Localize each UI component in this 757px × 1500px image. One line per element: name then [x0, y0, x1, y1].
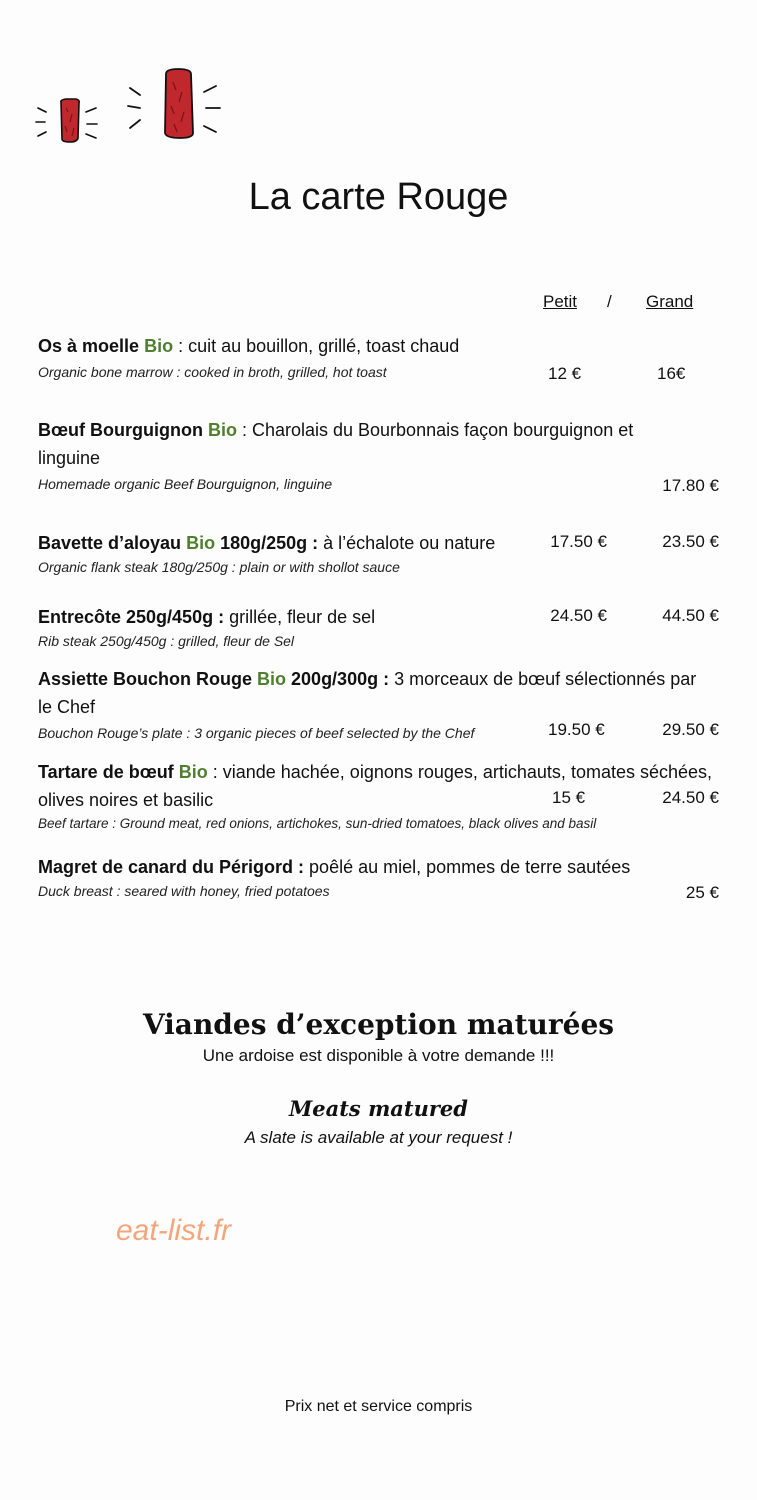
price-large: 25 €	[685, 883, 719, 902]
menu-item-description-fr	[38, 665, 708, 721]
bio-label: Bio	[186, 533, 216, 553]
menu-item-desc: 3 morceaux de bœuf sélectionnés par le Chef	[38, 669, 697, 717]
menu-item	[38, 332, 728, 382]
price-small: 17.50 €	[550, 532, 607, 551]
price-small: 19.50 €	[548, 720, 605, 739]
bio-label: Bio	[178, 762, 208, 782]
footer-note: Prix net et service compris	[284, 1398, 473, 1415]
menu-item-description-en: Rib steak 250g/450g : grilled, fleur de Sel	[38, 633, 295, 649]
bio-label: Bio	[144, 336, 174, 356]
menu-item-description-en: Organic bone marrow : cooked in broth, grilled, hot toast	[38, 364, 387, 380]
menu-item-name: Entrecôte 250g/450g :	[38, 607, 225, 627]
menu-item-name: Tartare de bœuf	[38, 762, 174, 782]
menu-item-description-en: Homemade organic Beef Bourguignon, linguine	[38, 476, 333, 492]
menu-item-description-fr	[38, 758, 718, 814]
page-title: La carte Rouge	[248, 176, 509, 218]
menu-item-description-fr	[38, 416, 678, 472]
bio-label: Bio	[207, 420, 237, 440]
price-small: 12 €	[548, 364, 582, 383]
menu-item-description-fr	[38, 853, 678, 881]
price-large: 23.50 €	[662, 532, 719, 551]
large-cork-icon	[128, 69, 220, 138]
small-cork-icon	[36, 99, 97, 142]
special-section-subtitle-en: A slate is available at your request !	[244, 1128, 513, 1147]
price-large: 29.50 €	[662, 720, 719, 739]
menu-item-description-fr	[38, 332, 728, 360]
menu-item-description-en: Beef tartare : Ground meat, red onions, artichokes, sun-dried tomatoes, black olives and basil	[38, 816, 597, 831]
price-small: 15 €	[552, 788, 586, 807]
menu-item	[38, 603, 538, 651]
menu-item-name: Magret de canard du Périgord :	[38, 857, 305, 877]
bio-label: Bio	[257, 669, 287, 689]
menu-item-desc: poêlé au miel, pommes de terre sautées	[304, 857, 631, 877]
menu-item	[38, 853, 678, 901]
column-header-grand: Grand	[646, 292, 694, 311]
price-large: 17.80 €	[662, 476, 719, 495]
special-section-subtitle: Une ardoise est disponible à votre demande !!!	[202, 1046, 555, 1065]
price-large: 24.50 €	[662, 788, 719, 807]
menu-item	[38, 758, 718, 834]
menu-item-name: Os à moelle	[38, 336, 140, 356]
menu-item-description-fr	[38, 529, 538, 557]
menu-item-name: Bœuf Bourguignon	[38, 420, 203, 440]
menu-item-desc: : viande hachée, oignons rouges, artichauts, tomates séchées, olives noires et basilic	[38, 762, 713, 810]
menu-item-description-en: Duck breast : seared with honey, fried potatoes	[38, 883, 330, 899]
wine-cork-icon	[30, 62, 240, 152]
price-small: 24.50 €	[550, 606, 607, 625]
column-header-separator: /	[607, 292, 612, 311]
menu-item-weight: 200g/300g :	[286, 669, 390, 689]
menu-item-desc: à l’échalote ou nature	[318, 533, 496, 553]
menu-item	[38, 665, 708, 743]
column-header-petit: Petit	[543, 292, 578, 311]
menu-item-desc: : cuit au bouillon, grillé, toast chaud	[173, 336, 460, 356]
menu-item-description-en: Bouchon Rouge’s plate : 3 organic pieces of beef selected by the Chef	[38, 725, 475, 741]
price-large: 44.50 €	[662, 606, 719, 625]
menu-item-name: Bavette d’aloyau	[38, 533, 182, 553]
menu-item-weight: 180g/250g :	[215, 533, 319, 553]
special-section-title-en: Meats matured	[289, 1096, 468, 1121]
menu-item-desc: grillée, fleur de sel	[224, 607, 376, 627]
watermark: eat-list.fr	[116, 1214, 232, 1247]
special-section-title: Viandes d’exception maturées	[142, 1008, 615, 1041]
menu-item-desc: : Charolais du Bourbonnais façon bourguignon et linguine	[38, 420, 634, 468]
price-large: 16€	[657, 364, 686, 383]
menu-item-description-en: Organic flank steak 180g/250g : plain or with shollot sauce	[38, 559, 400, 575]
menu-item-description-fr	[38, 603, 538, 631]
menu-item	[38, 416, 678, 494]
menu-item-name: Assiette Bouchon Rouge	[38, 669, 253, 689]
menu-item	[38, 529, 538, 577]
